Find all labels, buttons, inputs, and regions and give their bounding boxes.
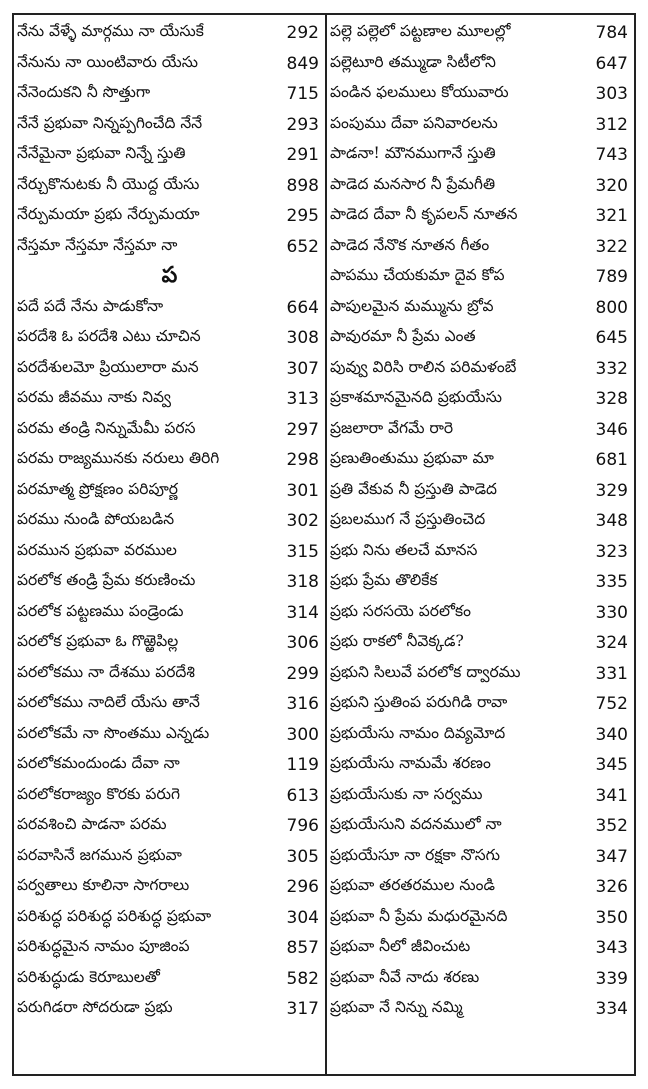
- song-title: నేర్పుమయా ప్రభు నేర్పుమయా: [17, 205, 200, 224]
- index-entry: [327, 628, 634, 659]
- song-number: 796: [286, 816, 319, 837]
- song-title: పల్లెటూరి తమ్ముడా సిటీలోని: [330, 52, 496, 71]
- song-title: పరవాసినే జగమున ప్రభువా: [17, 845, 182, 864]
- song-number: 302: [286, 511, 319, 532]
- song-number: 296: [286, 877, 319, 898]
- song-title: పువ్వు విరిసి రాలిన పరిమళంబే: [330, 357, 517, 376]
- song-title: ప్రభువా నీవే నాదు శరణు: [330, 967, 480, 986]
- index-entry: [14, 811, 325, 842]
- index-entry: [327, 811, 634, 842]
- song-number: 321: [595, 206, 628, 227]
- index-entry: [327, 537, 634, 568]
- index-entry: [14, 171, 325, 202]
- song-title: పరిశుద్ధమైన నామం పూజింప: [17, 937, 190, 956]
- index-entry: [327, 384, 634, 415]
- song-title: నేనెందుకని నీ సొత్తుగా: [17, 83, 151, 102]
- song-number: 317: [286, 999, 319, 1020]
- song-title: ప్రభుని సిలువే పరలోక ద్వారము: [330, 662, 521, 681]
- song-title: పాడనా! మౌనముగానే స్తుతి: [330, 144, 496, 163]
- song-title: ప్రభుయేసుకు నా సర్వము: [330, 784, 483, 803]
- song-number: 300: [286, 724, 319, 745]
- index-entry: [327, 354, 634, 385]
- index-entry: [14, 79, 325, 110]
- index-entry: [14, 445, 325, 476]
- song-index-sheet: [12, 13, 636, 1076]
- song-title: ప్రభుయేసూ నా రక్షకా నొసగు: [330, 845, 500, 864]
- index-entry: [327, 79, 634, 110]
- song-title: పాడెద నేనొక నూతన గీతం: [330, 235, 490, 254]
- song-number: 898: [286, 175, 319, 196]
- song-title: ప్రభుయేసు నామం దివ్యమోద: [330, 723, 506, 742]
- index-entry: [327, 49, 634, 80]
- index-entry: [327, 110, 634, 141]
- song-number: 323: [595, 541, 628, 562]
- song-number: 313: [286, 389, 319, 410]
- song-title: ప్రభువా నే నిన్ను నమ్మి: [330, 998, 463, 1017]
- song-number: 295: [286, 206, 319, 227]
- song-number: 789: [595, 267, 628, 288]
- song-number: 329: [595, 480, 628, 501]
- song-title: పరలోక పట్టణము పండ్రెండు: [17, 601, 184, 620]
- song-title: పరలోక తండ్రి ప్రేమ కరుణించు: [17, 571, 196, 590]
- song-number: 326: [595, 877, 628, 898]
- song-number: 318: [286, 572, 319, 593]
- song-number: 647: [595, 53, 628, 74]
- song-number: 645: [595, 328, 628, 349]
- song-title: పాడెద మనసార నీ ప్రేమగీతి: [330, 174, 496, 193]
- song-number: 582: [286, 968, 319, 989]
- song-title: పరవశించి పాడనా పరమ: [17, 815, 167, 834]
- song-number: 348: [595, 511, 628, 532]
- song-title: పరమాత్మ ప్రోక్షణం పరిపూర్ణ: [17, 479, 178, 498]
- song-number: 334: [595, 999, 628, 1020]
- song-title: ప్రజలారా వేగమే రారె: [330, 418, 454, 437]
- song-number: 119: [286, 755, 319, 776]
- song-number: 331: [595, 663, 628, 684]
- song-number: 304: [286, 907, 319, 928]
- index-entry: [327, 293, 634, 324]
- song-number: 297: [286, 419, 319, 440]
- song-title: పావురమా నీ ప్రేమ ఎంత: [330, 327, 476, 346]
- index-entry: [14, 689, 325, 720]
- song-number: 320: [595, 175, 628, 196]
- song-number: 330: [595, 602, 628, 623]
- song-number: 332: [595, 358, 628, 379]
- index-entry: [327, 872, 634, 903]
- song-number: 307: [286, 358, 319, 379]
- index-entry: [14, 567, 325, 598]
- song-number: 343: [595, 938, 628, 959]
- song-number: 303: [595, 84, 628, 105]
- song-number: 340: [595, 724, 628, 745]
- song-title: పరిశుద్ధ పరిశుద్ధ పరిశుద్ధ ప్రభువా: [17, 906, 212, 925]
- song-title: పండిన ఫలములు కోయువారు: [330, 83, 509, 102]
- index-entry: [327, 445, 634, 476]
- song-number: 322: [595, 236, 628, 257]
- index-entry: [14, 384, 325, 415]
- song-title: పరదేశి ఓ పరదేశి ఎటు చూచిన: [17, 327, 201, 346]
- song-number: 613: [286, 785, 319, 806]
- song-number: 315: [286, 541, 319, 562]
- song-title: పదే పదే నేను పాడుకోనా: [17, 296, 164, 315]
- song-title: ప్రతి వేకువ నీ ప్రస్తుతి పాడెద: [330, 479, 498, 498]
- song-number: 664: [286, 297, 319, 318]
- index-entry: [14, 506, 325, 537]
- index-entry: [14, 781, 325, 812]
- index-entry: [14, 476, 325, 507]
- song-number: 341: [595, 785, 628, 806]
- index-entry: [14, 537, 325, 568]
- song-title: పాడెద దేవా నీ కృపలన్ నూతన: [330, 205, 518, 224]
- song-title: పరలోక ప్రభువా ఓ గొఱ్ఱెపిల్ల: [17, 632, 179, 651]
- index-entry: [327, 689, 634, 720]
- index-entry: [14, 49, 325, 80]
- index-entry: [327, 964, 634, 995]
- song-title: పరలోకము నా దేశము పరదేశి: [17, 662, 195, 681]
- index-entry: [327, 201, 634, 232]
- song-title: పరమున ప్రభువా వరముల: [17, 540, 177, 559]
- song-number: 857: [286, 938, 319, 959]
- song-number: 306: [286, 633, 319, 654]
- song-number: 339: [595, 968, 628, 989]
- index-entry: [14, 323, 325, 354]
- song-number: 743: [595, 145, 628, 166]
- song-number: 784: [595, 23, 628, 44]
- song-title: ప్రభుయేసు నామమే శరణం: [330, 754, 491, 773]
- song-number: 849: [286, 53, 319, 74]
- index-entry: [14, 598, 325, 629]
- song-title: ప్రభుని స్తుతింప పరుగిడి రావా: [330, 693, 508, 712]
- index-entry: [327, 994, 634, 1025]
- song-number: 681: [595, 450, 628, 471]
- index-entry: [14, 415, 325, 446]
- index-entry: [14, 994, 325, 1025]
- song-number: 800: [595, 297, 628, 318]
- index-entry: [327, 171, 634, 202]
- song-number: 293: [286, 114, 319, 135]
- index-entry: [14, 354, 325, 385]
- index-entry: [14, 110, 325, 141]
- song-title: పరలోకమందుండు దేవా నా: [17, 754, 180, 773]
- song-title: పరిశుద్ధుడు కెరూబులతో: [17, 967, 160, 986]
- song-title: పరదేశులమో ప్రియులారా మన: [17, 357, 199, 376]
- song-number: 752: [595, 694, 628, 715]
- index-entry: [14, 964, 325, 995]
- index-entry: [327, 262, 634, 293]
- song-number: 652: [286, 236, 319, 257]
- index-entry: [327, 750, 634, 781]
- index-entry: [14, 293, 325, 324]
- song-title: ప్రభు రాకలో నీవెక్కడ?: [330, 632, 464, 651]
- song-number: 308: [286, 328, 319, 349]
- song-title: నేనేమైనా ప్రభువా నిన్నే స్తుతి: [17, 144, 186, 163]
- index-entry: [14, 842, 325, 873]
- song-title: పరము నుండి పోయబడిన: [17, 510, 175, 529]
- index-entry: [327, 232, 634, 263]
- index-entry: [327, 842, 634, 873]
- song-number: 301: [286, 480, 319, 501]
- index-entry: [14, 872, 325, 903]
- section-heading: ప: [161, 262, 178, 288]
- index-entry: [327, 476, 634, 507]
- index-entry: [14, 201, 325, 232]
- song-title: పరమ తండ్రి నిన్నుమేమీ పరస: [17, 418, 196, 437]
- song-title: ప్రభు నిను తలచే మానస: [330, 540, 478, 559]
- index-entry: [14, 232, 325, 263]
- song-number: 346: [595, 419, 628, 440]
- song-title: నేస్తమా నేస్తమా నేస్తమా నా: [17, 235, 178, 254]
- song-number: 305: [286, 846, 319, 867]
- song-number: 335: [595, 572, 628, 593]
- index-entry: [14, 18, 325, 49]
- song-title: పాపము చేయకుమా దైవ కోప: [330, 266, 505, 285]
- song-title: నేనే ప్రభువా నిన్నప్పగించేది నేనే: [17, 113, 203, 132]
- index-entry: [14, 750, 325, 781]
- song-title: ప్రభు ప్రేమ తొలికేక: [330, 571, 438, 590]
- song-title: పరమ రాజ్యమునకు నరులు తిరిగి: [17, 449, 220, 468]
- index-entry: [327, 720, 634, 751]
- index-entry: [14, 933, 325, 964]
- index-entry: [327, 933, 634, 964]
- index-entry: [14, 720, 325, 751]
- song-number: 347: [595, 846, 628, 867]
- song-title: నేర్చుకొనుటకు నీ యొద్ద యేసు: [17, 174, 200, 193]
- song-title: పరమ జీవము నాకు నివ్వ: [17, 388, 172, 407]
- song-number: 328: [595, 389, 628, 410]
- song-number: 316: [286, 694, 319, 715]
- song-title: ప్రకాశమానమైనది ప్రభుయేసు: [330, 388, 502, 407]
- index-entry: [14, 140, 325, 171]
- index-entry: [327, 903, 634, 934]
- index-entry: [327, 140, 634, 171]
- song-number: 314: [286, 602, 319, 623]
- song-title: ప్రభుయేసుని వదనములో నా: [330, 815, 502, 834]
- index-entry: [327, 506, 634, 537]
- index-column-right: [327, 15, 634, 1074]
- index-entry: [14, 628, 325, 659]
- index-entry: [327, 567, 634, 598]
- song-title: పర్వతాలు కూలినా సాగరాలు: [17, 876, 190, 895]
- index-column-left: [14, 15, 327, 1074]
- song-number: 345: [595, 755, 628, 776]
- index-entry: [327, 659, 634, 690]
- index-entry: [327, 415, 634, 446]
- song-title: ప్రభువా తరతరముల నుండి: [330, 876, 495, 895]
- index-entry: [327, 781, 634, 812]
- song-number: 352: [595, 816, 628, 837]
- song-number: 298: [286, 450, 319, 471]
- song-number: 292: [286, 23, 319, 44]
- index-entry: [327, 598, 634, 629]
- song-title: పాపులమైన మమ్మును బ్రోవ: [330, 296, 494, 315]
- song-number: 324: [595, 633, 628, 654]
- song-title: పల్లె పల్లెలో పట్టణాల మూలల్లో: [330, 22, 511, 41]
- song-number: 312: [595, 114, 628, 135]
- song-number: 350: [595, 907, 628, 928]
- song-title: ప్రణుతింతుము ప్రభువా మా: [330, 449, 494, 468]
- song-title: ప్రబలముగ నే ప్రస్తుతించెద: [330, 510, 486, 529]
- index-entry: [14, 659, 325, 690]
- song-number: 715: [286, 84, 319, 105]
- song-title: నేను వేళ్ళే మార్గము నా యేసుకే: [17, 22, 204, 41]
- song-title: పరలోకము నాదిలే యేసు తానే: [17, 693, 200, 712]
- index-entry: [327, 323, 634, 354]
- index-entry: [327, 18, 634, 49]
- song-title: పరలోకరాజ్యం కొరకు పరుగె: [17, 784, 181, 803]
- song-number: 299: [286, 663, 319, 684]
- song-title: పరుగిడరా సోదరుడా ప్రభు: [17, 998, 173, 1017]
- song-title: పంపుము దేవా పనివారలను: [330, 113, 498, 132]
- song-number: 291: [286, 145, 319, 166]
- song-title: ప్రభువా నీలో జీవించుట: [330, 937, 471, 956]
- index-entry: [14, 903, 325, 934]
- song-title: పరలోకమే నా సొంతము ఎన్నడు: [17, 723, 210, 742]
- song-title: ప్రభు సరసయె పరలోకం: [330, 601, 471, 620]
- song-title: నేనును నా యింటివారు యేసు: [17, 52, 198, 71]
- song-title: ప్రభువా నీ ప్రేమ మధురమైనది: [330, 906, 508, 925]
